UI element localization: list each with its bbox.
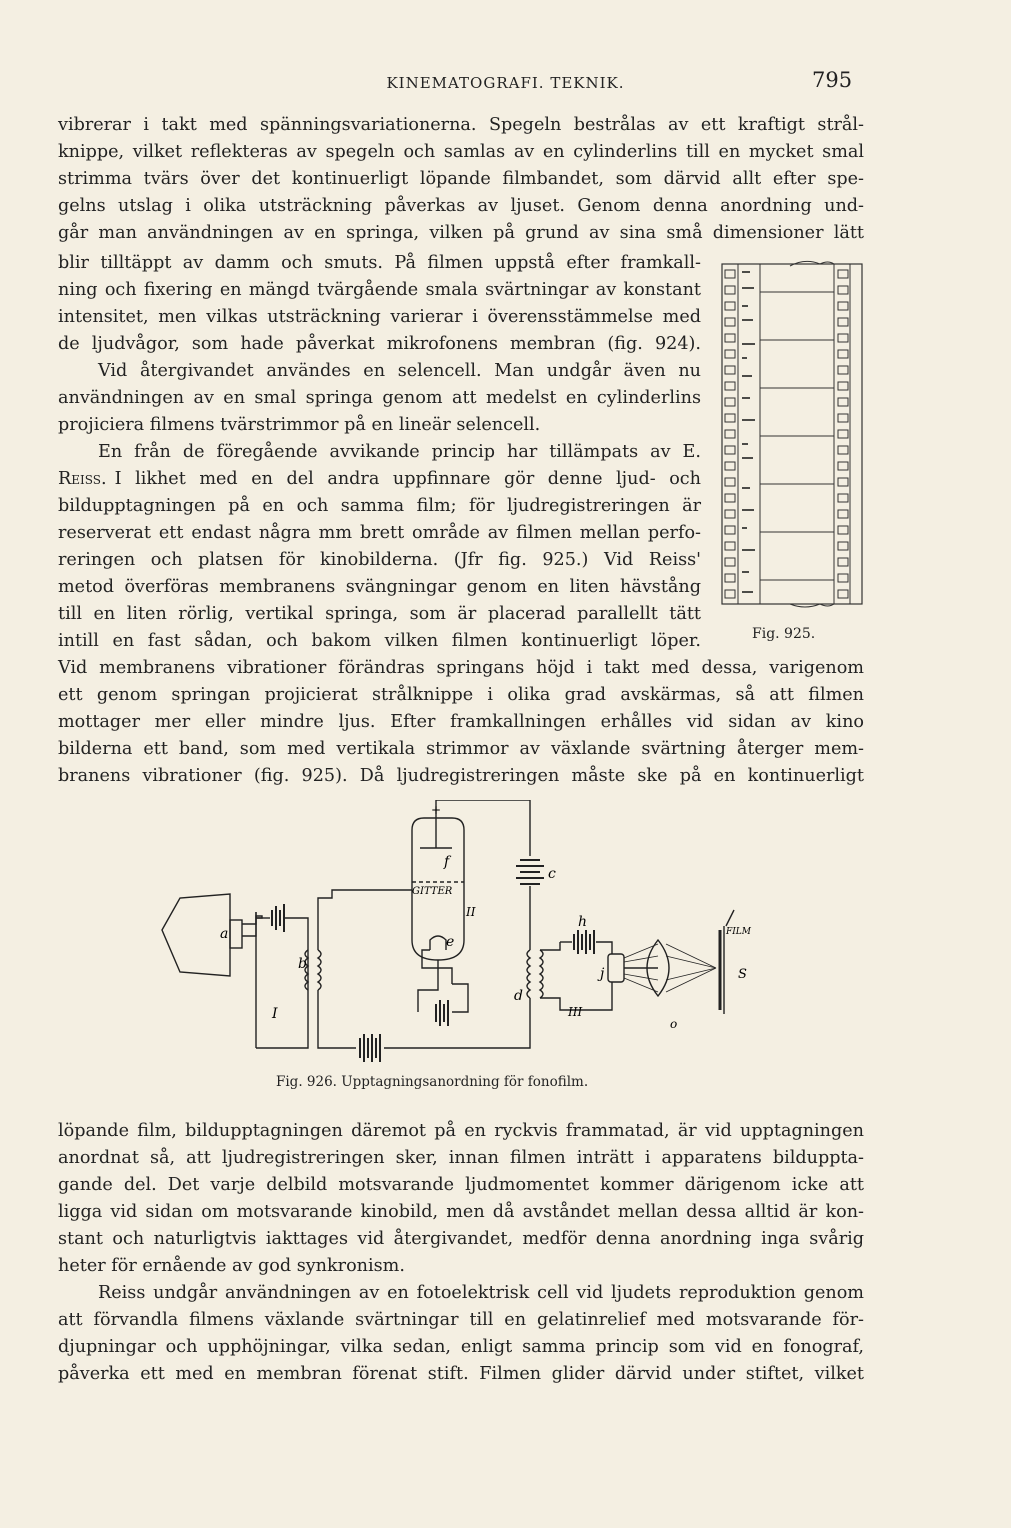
text-line: djupningar och upphöjningar, vilka sedan, enligt samma princip som vid en fonograf, — [58, 1337, 864, 1357]
text-line: intill en fast sådan, och bakom vilken filmen kontinuerligt löper. — [58, 631, 701, 651]
text-line: bilderna ett band, som med vertikala strimmor av växlande svärtning återger mem- — [58, 739, 864, 759]
text-line: ett genom springan projicierat strålknippe i olika grad avskärmas, så att filmen — [58, 685, 864, 705]
text-line: ning och fixering en mängd tvärgående smala svärtningar av konstant — [58, 280, 701, 300]
text-line: att förvandla filmens växlande svärtningar till en gelatinrelief med motsvarande för- — [58, 1310, 864, 1330]
text-line: ligga vid sidan om motsvarande kinobild, men då avståndet mellan dessa alltid är kon- — [58, 1202, 864, 1222]
label-I: I — [272, 1006, 278, 1022]
text-line: vibrerar i takt med spänningsvariationerna. Spegeln bestrålas av ett kraftigt strål- — [58, 115, 864, 135]
label-S: S — [738, 967, 747, 982]
text-line: löpande film, bildupptagningen däremot på en ryckvis frammatad, är vid upptagningen — [58, 1121, 864, 1141]
text-line: Vid återgivandet användes en selencell. Man undgår även nu — [98, 361, 701, 381]
text-line: reringen och platsen för kinobilderna. (Jfr fig. 925.) Vid Reiss' — [58, 550, 701, 570]
text-line: mottager mer eller mindre ljus. Efter framkallningen erhålles vid sidan av kino — [58, 712, 864, 732]
running-header: KINEMATOGRAFI. TEKNIK. — [386, 74, 625, 92]
text-line: metod överföras membranens svängningar genom en liten hävstång — [58, 577, 701, 597]
text-line: projiciera filmens tvärstrimmor på en lineär selencell. — [58, 415, 541, 435]
text-line: påverka ett med en membran förenat stift. Filmen glider därvid under stiftet, vilket — [58, 1364, 864, 1384]
text-line: gelns utslag i olika utsträckning påverkas av ljuset. Genom denna anordning und- — [58, 196, 864, 216]
label-h: h — [578, 914, 588, 930]
label-gitter: GITTER — [412, 886, 453, 897]
label-b: b — [298, 956, 307, 972]
label-j: j — [600, 966, 605, 982]
text-line: heter för ernående av god synkronism. — [58, 1256, 405, 1276]
label-III: III — [568, 1005, 583, 1019]
label-e: e — [446, 934, 455, 950]
text-line: Vid membranens vibrationer förändras springans höjd i takt med dessa, varigenom — [58, 658, 864, 678]
text-line: strimma tvärs över det kontinuerligt löpande filmbandet, som därvid allt efter spe- — [58, 169, 864, 189]
text-line: till en liten rörlig, vertikal springa, som är placerad parallellt tätt — [58, 604, 701, 624]
figure-926-circuit-diagram — [160, 800, 840, 1068]
label-plus: + — [431, 803, 442, 817]
label-d: d — [514, 988, 523, 1004]
text-line: bildupptagningen på en och samma film; för ljudregistreringen är — [58, 496, 701, 516]
label-o: o — [670, 1017, 678, 1031]
text-line: En från de föregående avvikande princip har tillämpats av E. — [98, 442, 701, 462]
figure-925-caption: Fig. 925. — [752, 626, 816, 642]
text-line-reiss — [58, 466, 701, 493]
text-line: intensitet, men vilkas utsträckning varierar i överensstämmelse med — [58, 307, 701, 327]
figure-926-caption: Fig. 926. Upptagningsanordning för fonofilm. — [276, 1074, 589, 1090]
text-line: gande del. Det varje delbild motsvarande ljudmomentet kommer därigenom icke att — [58, 1175, 864, 1195]
text-line: användningen av en smal springa genom att medelst en cylinderlins — [58, 388, 701, 408]
text-line: de ljudvågor, som hade påverkat mikrofonens membran (fig. 924). — [58, 334, 701, 354]
author-name: Reiss. — [58, 469, 107, 489]
text-line: Reiss undgår användningen av en fotoelektrisk cell vid ljudets reproduktion genom — [98, 1283, 864, 1303]
label-II: II — [466, 905, 476, 919]
text-line: reserverat ett endast några mm brett område av filmen mellan perfo- — [58, 523, 701, 543]
text-line: stant och naturligtvis iakttages vid återgivandet, medför denna anordning inga svårig — [58, 1229, 864, 1249]
label-f: f — [444, 854, 450, 870]
text-line: går man användningen av en springa, vilken på grund av sina små dimensioner lätt — [58, 223, 864, 243]
text-line: anordnat så, att ljudregistreringen sker, innan filmen inträtt i apparatens bilduppta- — [58, 1148, 864, 1168]
label-a: a — [220, 926, 229, 942]
text-line: blir tilltäppt av damm och smuts. På filmen uppstå efter framkall- — [58, 253, 701, 273]
page-number: 795 — [812, 68, 853, 92]
text-line: knippe, vilket reflekteras av spegeln och samlas av en cylinderlins till en mycket smal — [58, 142, 864, 162]
text-line: I likhet med en del andra uppfinnare gör denne ljud- och — [114, 469, 701, 489]
label-film: FILM — [726, 927, 751, 937]
label-c: c — [548, 866, 556, 882]
figure-925-film-strip — [720, 258, 864, 610]
text-line: branens vibrationer (fig. 925). Då ljudregistreringen måste ske på en kontinuerligt — [58, 766, 864, 786]
